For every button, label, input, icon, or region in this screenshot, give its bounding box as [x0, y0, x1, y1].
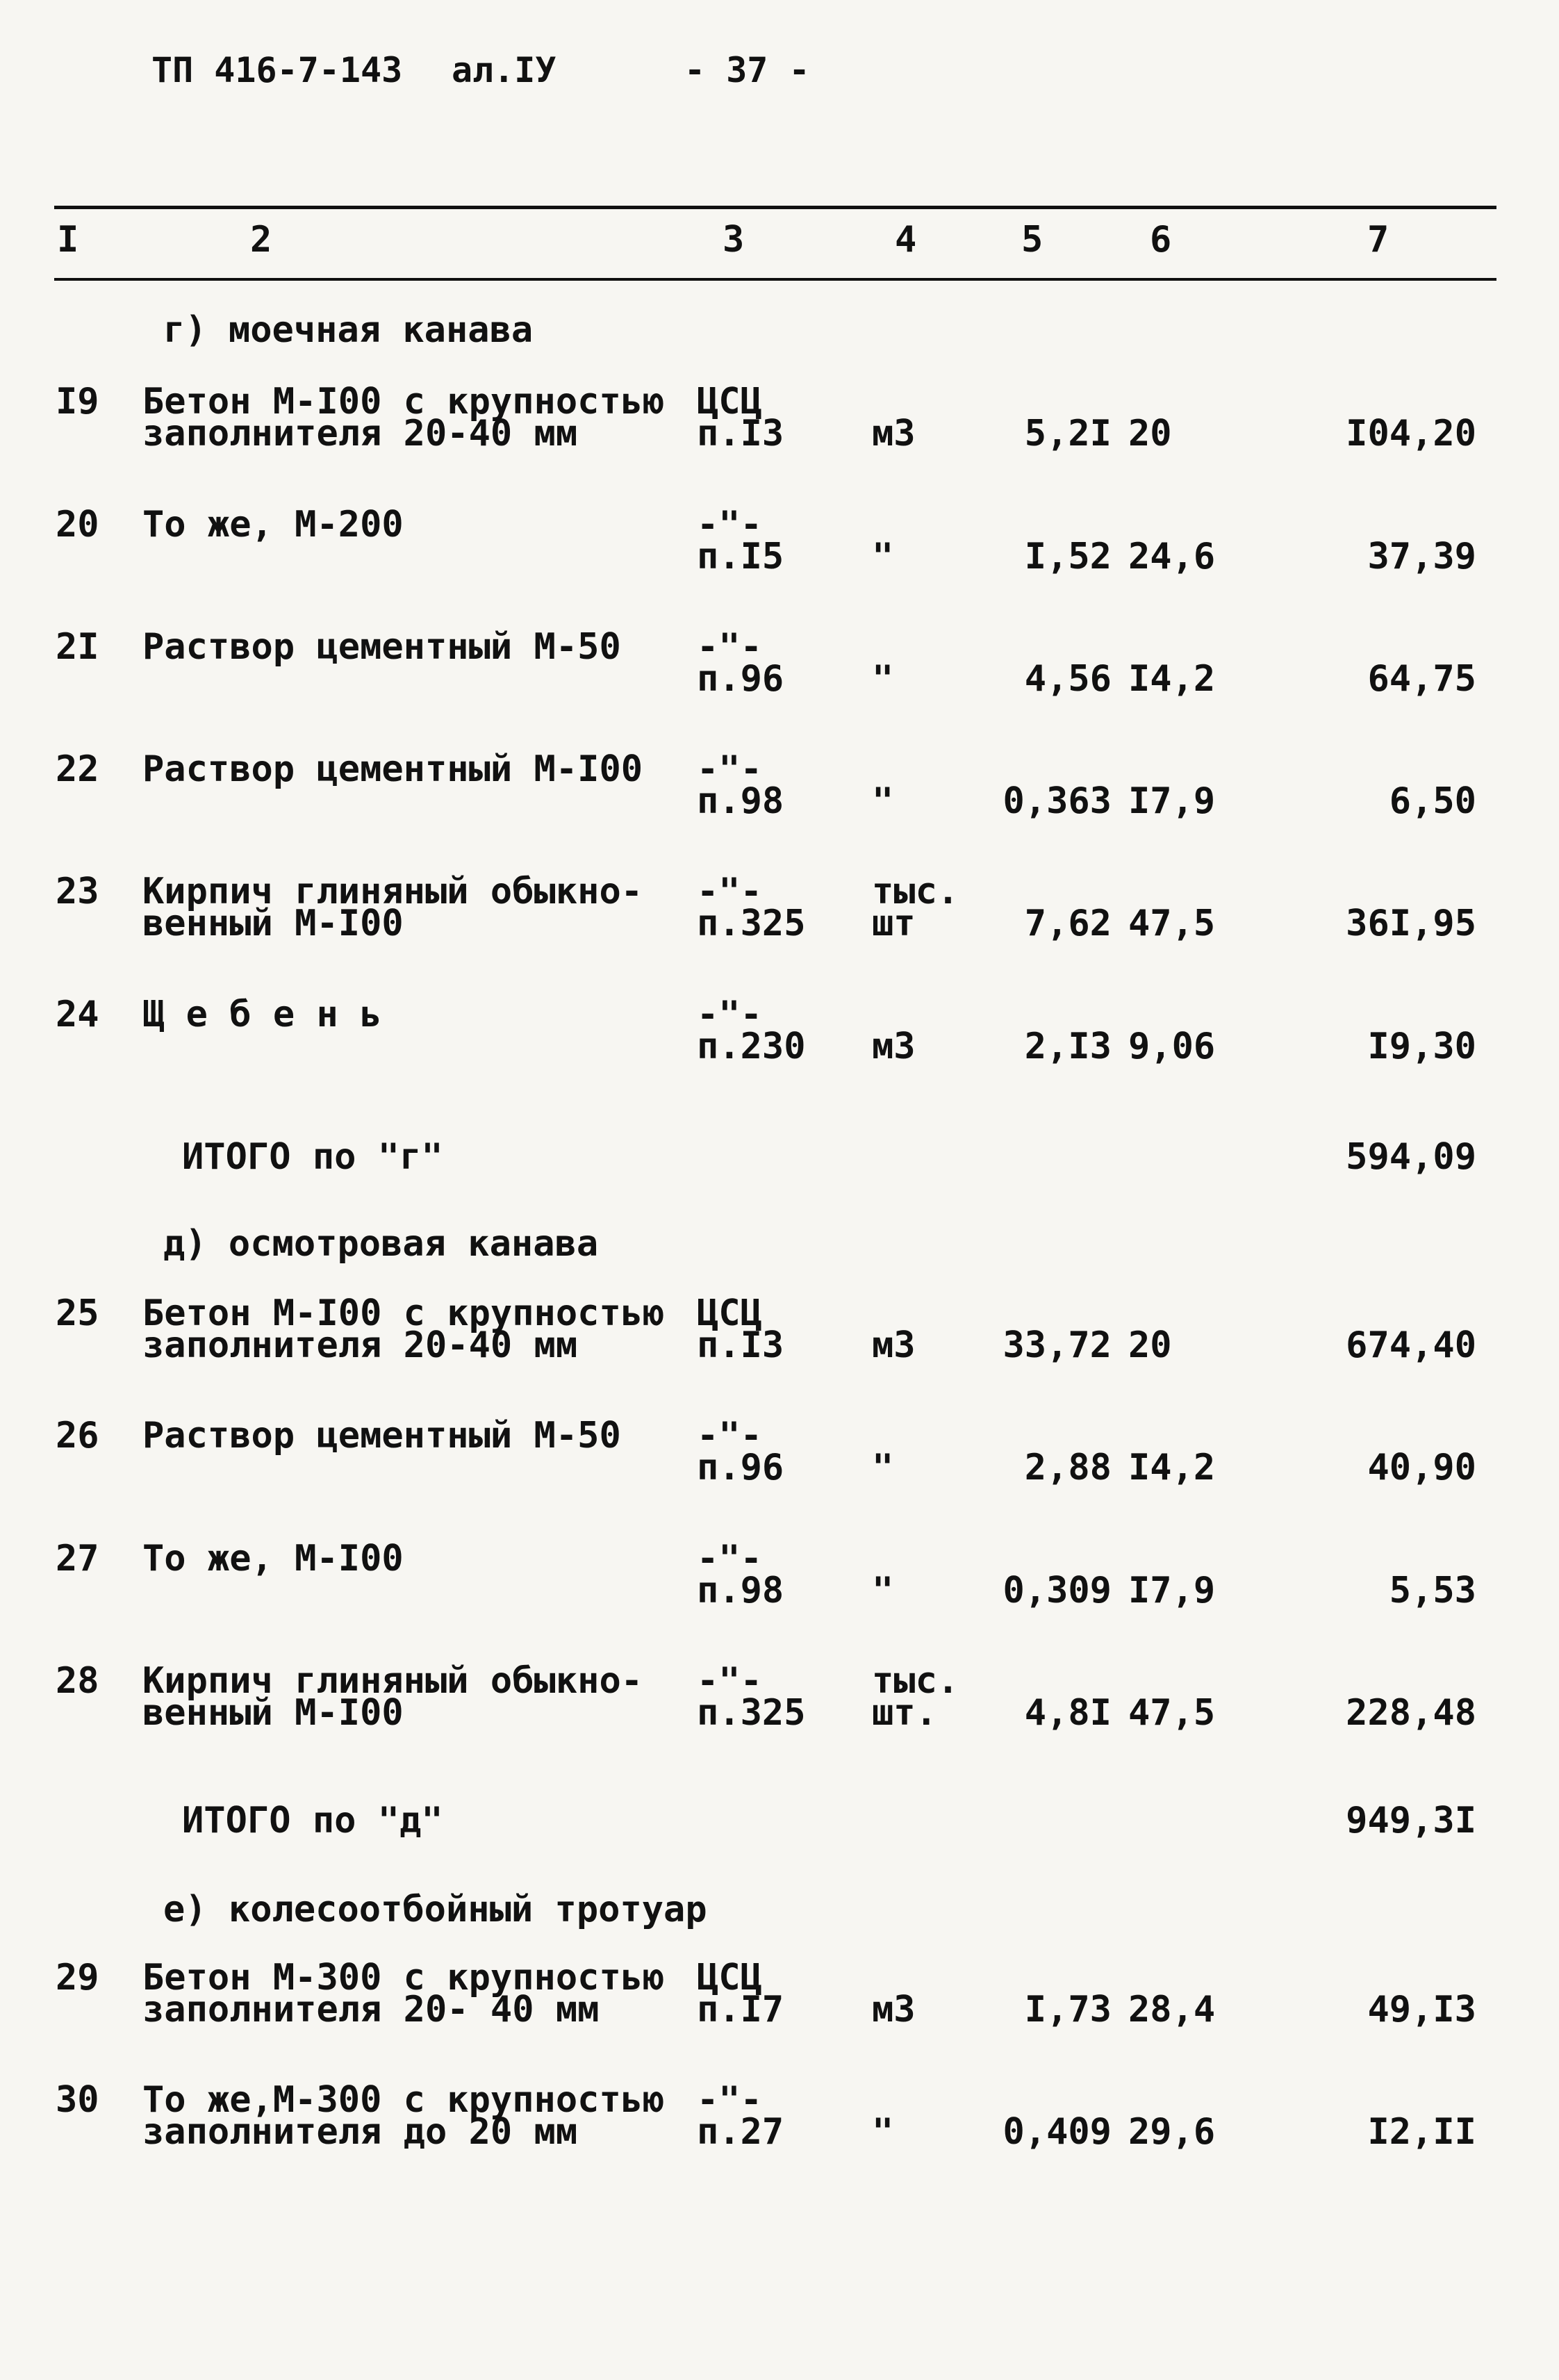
row-number: 2I	[56, 626, 99, 668]
unit-price: 29,6	[1128, 2111, 1216, 2153]
price-ref-line-2: п.I3	[697, 1324, 784, 1366]
column-header-7: 7	[1367, 219, 1389, 261]
unit-price: I4,2	[1128, 1447, 1216, 1488]
column-header-4: 4	[895, 219, 917, 261]
price-ref-line-1: ЦСЦ	[697, 381, 762, 422]
price-ref-line-2: п.230	[697, 1026, 806, 1067]
item-name-line-2: заполнителя до 20 мм	[142, 2111, 578, 2153]
row-number: 24	[56, 994, 99, 1035]
price-ref-line-1: ЦСЦ	[697, 1957, 762, 1999]
item-name-line-2: заполнителя 20-40 мм	[142, 413, 578, 454]
unit-line-2: "	[872, 1570, 894, 1611]
line-total: 5,53	[1389, 1570, 1476, 1611]
line-total: 674,40	[1346, 1324, 1476, 1366]
unit-line-2: м3	[872, 413, 916, 454]
quantity: 0,363	[1003, 780, 1112, 822]
item-name-line-2: заполнителя 20-40 мм	[142, 1324, 578, 1366]
price-ref-line-2: п.325	[697, 903, 806, 944]
section-total-label-d: ИТОГО по "д"	[182, 1800, 443, 1841]
quantity: I,73	[1024, 1989, 1112, 2030]
unit-line-2: "	[872, 536, 894, 577]
line-total: 40,90	[1367, 1447, 1476, 1488]
unit-price: 9,06	[1128, 1026, 1216, 1067]
section-total-d: 949,3I	[1346, 1800, 1476, 1841]
price-ref-line-1: -"-	[697, 504, 762, 545]
item-name-line-1: То же,М-300 с крупностью	[142, 2079, 665, 2121]
unit-price: I7,9	[1128, 780, 1216, 822]
unit-line-2: "	[872, 2111, 894, 2153]
section-total-label-g: ИТОГО по "г"	[182, 1136, 443, 1178]
album-label: ал.IУ	[452, 50, 556, 90]
section-total-g: 594,09	[1346, 1136, 1476, 1178]
item-name-line-1: Раствор цементный М-I00	[142, 748, 643, 790]
price-ref-line-2: п.98	[697, 1570, 784, 1611]
item-name-line-1: То же, М-200	[142, 504, 404, 545]
unit-price: I7,9	[1128, 1570, 1216, 1611]
line-total: I9,30	[1367, 1026, 1476, 1067]
quantity: 33,72	[1003, 1324, 1112, 1366]
section-title-g: г) моечная канава	[163, 309, 534, 351]
doc-code: ТП 416-7-143	[151, 50, 403, 90]
unit-line-1: тыс.	[872, 871, 959, 912]
line-total: 228,48	[1346, 1692, 1476, 1734]
unit-price: 47,5	[1128, 1692, 1216, 1734]
line-total: 36I,95	[1346, 903, 1476, 944]
price-ref-line-1: -"-	[697, 871, 762, 912]
price-ref-line-1: -"-	[697, 748, 762, 790]
unit-price: 20	[1128, 1324, 1172, 1366]
row-number: 28	[56, 1660, 99, 1702]
unit-line-2: шт	[872, 903, 916, 944]
item-name-line-1: Щ е б е н ь	[142, 994, 382, 1035]
quantity: 2,I3	[1024, 1026, 1112, 1067]
item-name-line-2: венный М-I00	[142, 903, 404, 944]
price-ref-line-1: -"-	[697, 626, 762, 668]
row-number: 30	[56, 2079, 99, 2121]
row-number: 23	[56, 871, 99, 912]
item-name-line-1: Бетон М-I00 с крупностью	[142, 1292, 665, 1334]
quantity: 0,409	[1003, 2111, 1112, 2153]
unit-price: 24,6	[1128, 536, 1216, 577]
item-name-line-1: Раствор цементный М-50	[142, 1415, 621, 1456]
line-total: I04,20	[1346, 413, 1476, 454]
row-number: 27	[56, 1538, 99, 1579]
price-ref-line-1: -"-	[697, 2079, 762, 2121]
column-header-1: I	[57, 219, 79, 261]
table-header-rule	[54, 278, 1496, 281]
column-header-5: 5	[1021, 219, 1044, 261]
unit-line-2: м3	[872, 1324, 916, 1366]
price-ref-line-2: п.325	[697, 1692, 806, 1734]
line-total: 49,I3	[1367, 1989, 1476, 2030]
row-number: 20	[56, 504, 99, 545]
item-name-line-1: Бетон М-I00 с крупностью	[142, 381, 665, 422]
row-number: 26	[56, 1415, 99, 1456]
line-total: I2,II	[1367, 2111, 1476, 2153]
item-name-line-1: То же, М-I00	[142, 1538, 404, 1579]
price-ref-line-2: п.27	[697, 2111, 784, 2153]
unit-price: 28,4	[1128, 1989, 1216, 2030]
quantity: 4,8I	[1024, 1692, 1112, 1734]
section-title-d: д) осмотровая канава	[163, 1223, 599, 1265]
unit-price: 20	[1128, 413, 1172, 454]
price-ref-line-2: п.98	[697, 780, 784, 822]
unit-price: I4,2	[1128, 658, 1216, 700]
item-name-line-1: Бетон М-300 с крупностью	[142, 1957, 665, 1999]
table-top-rule	[54, 206, 1496, 209]
page-number: - 37 -	[684, 50, 810, 90]
unit-line-2: "	[872, 1447, 894, 1488]
item-name-line-1: Раствор цементный М-50	[142, 626, 621, 668]
price-ref-line-1: -"-	[697, 1660, 762, 1702]
quantity: 2,88	[1024, 1447, 1112, 1488]
price-ref-line-2: п.I7	[697, 1989, 784, 2030]
unit-line-1: тыс.	[872, 1660, 959, 1702]
item-name-line-2: венный М-I00	[142, 1692, 404, 1734]
unit-line-2: шт.	[872, 1692, 937, 1734]
row-number: I9	[56, 381, 99, 422]
column-header-6: 6	[1150, 219, 1172, 261]
quantity: I,52	[1024, 536, 1112, 577]
line-total: 64,75	[1367, 658, 1476, 700]
price-ref-line-1: -"-	[697, 1538, 762, 1579]
unit-line-2: "	[872, 658, 894, 700]
item-name-line-1: Кирпич глиняный обыкно-	[142, 1660, 643, 1702]
unit-line-2: м3	[872, 1989, 916, 2030]
row-number: 22	[56, 748, 99, 790]
unit-price: 47,5	[1128, 903, 1216, 944]
row-number: 29	[56, 1957, 99, 1999]
line-total: 37,39	[1367, 536, 1476, 577]
column-header-2: 2	[250, 219, 272, 261]
unit-line-2: "	[872, 780, 894, 822]
price-ref-line-1: -"-	[697, 994, 762, 1035]
quantity: 5,2I	[1024, 413, 1112, 454]
unit-line-2: м3	[872, 1026, 916, 1067]
price-ref-line-1: -"-	[697, 1415, 762, 1456]
quantity: 7,62	[1024, 903, 1112, 944]
item-name-line-1: Кирпич глиняный обыкно-	[142, 871, 643, 912]
row-number: 25	[56, 1292, 99, 1334]
price-ref-line-1: ЦСЦ	[697, 1292, 762, 1334]
price-ref-line-2: п.96	[697, 658, 784, 700]
item-name-line-2: заполнителя 20- 40 мм	[142, 1989, 600, 2030]
quantity: 4,56	[1024, 658, 1112, 700]
column-header-3: 3	[723, 219, 745, 261]
section-title-e: е) колесоотбойный тротуар	[163, 1889, 707, 1930]
price-ref-line-2: п.96	[697, 1447, 784, 1488]
line-total: 6,50	[1389, 780, 1476, 822]
price-ref-line-2: п.I3	[697, 413, 784, 454]
quantity: 0,309	[1003, 1570, 1112, 1611]
price-ref-line-2: п.I5	[697, 536, 784, 577]
